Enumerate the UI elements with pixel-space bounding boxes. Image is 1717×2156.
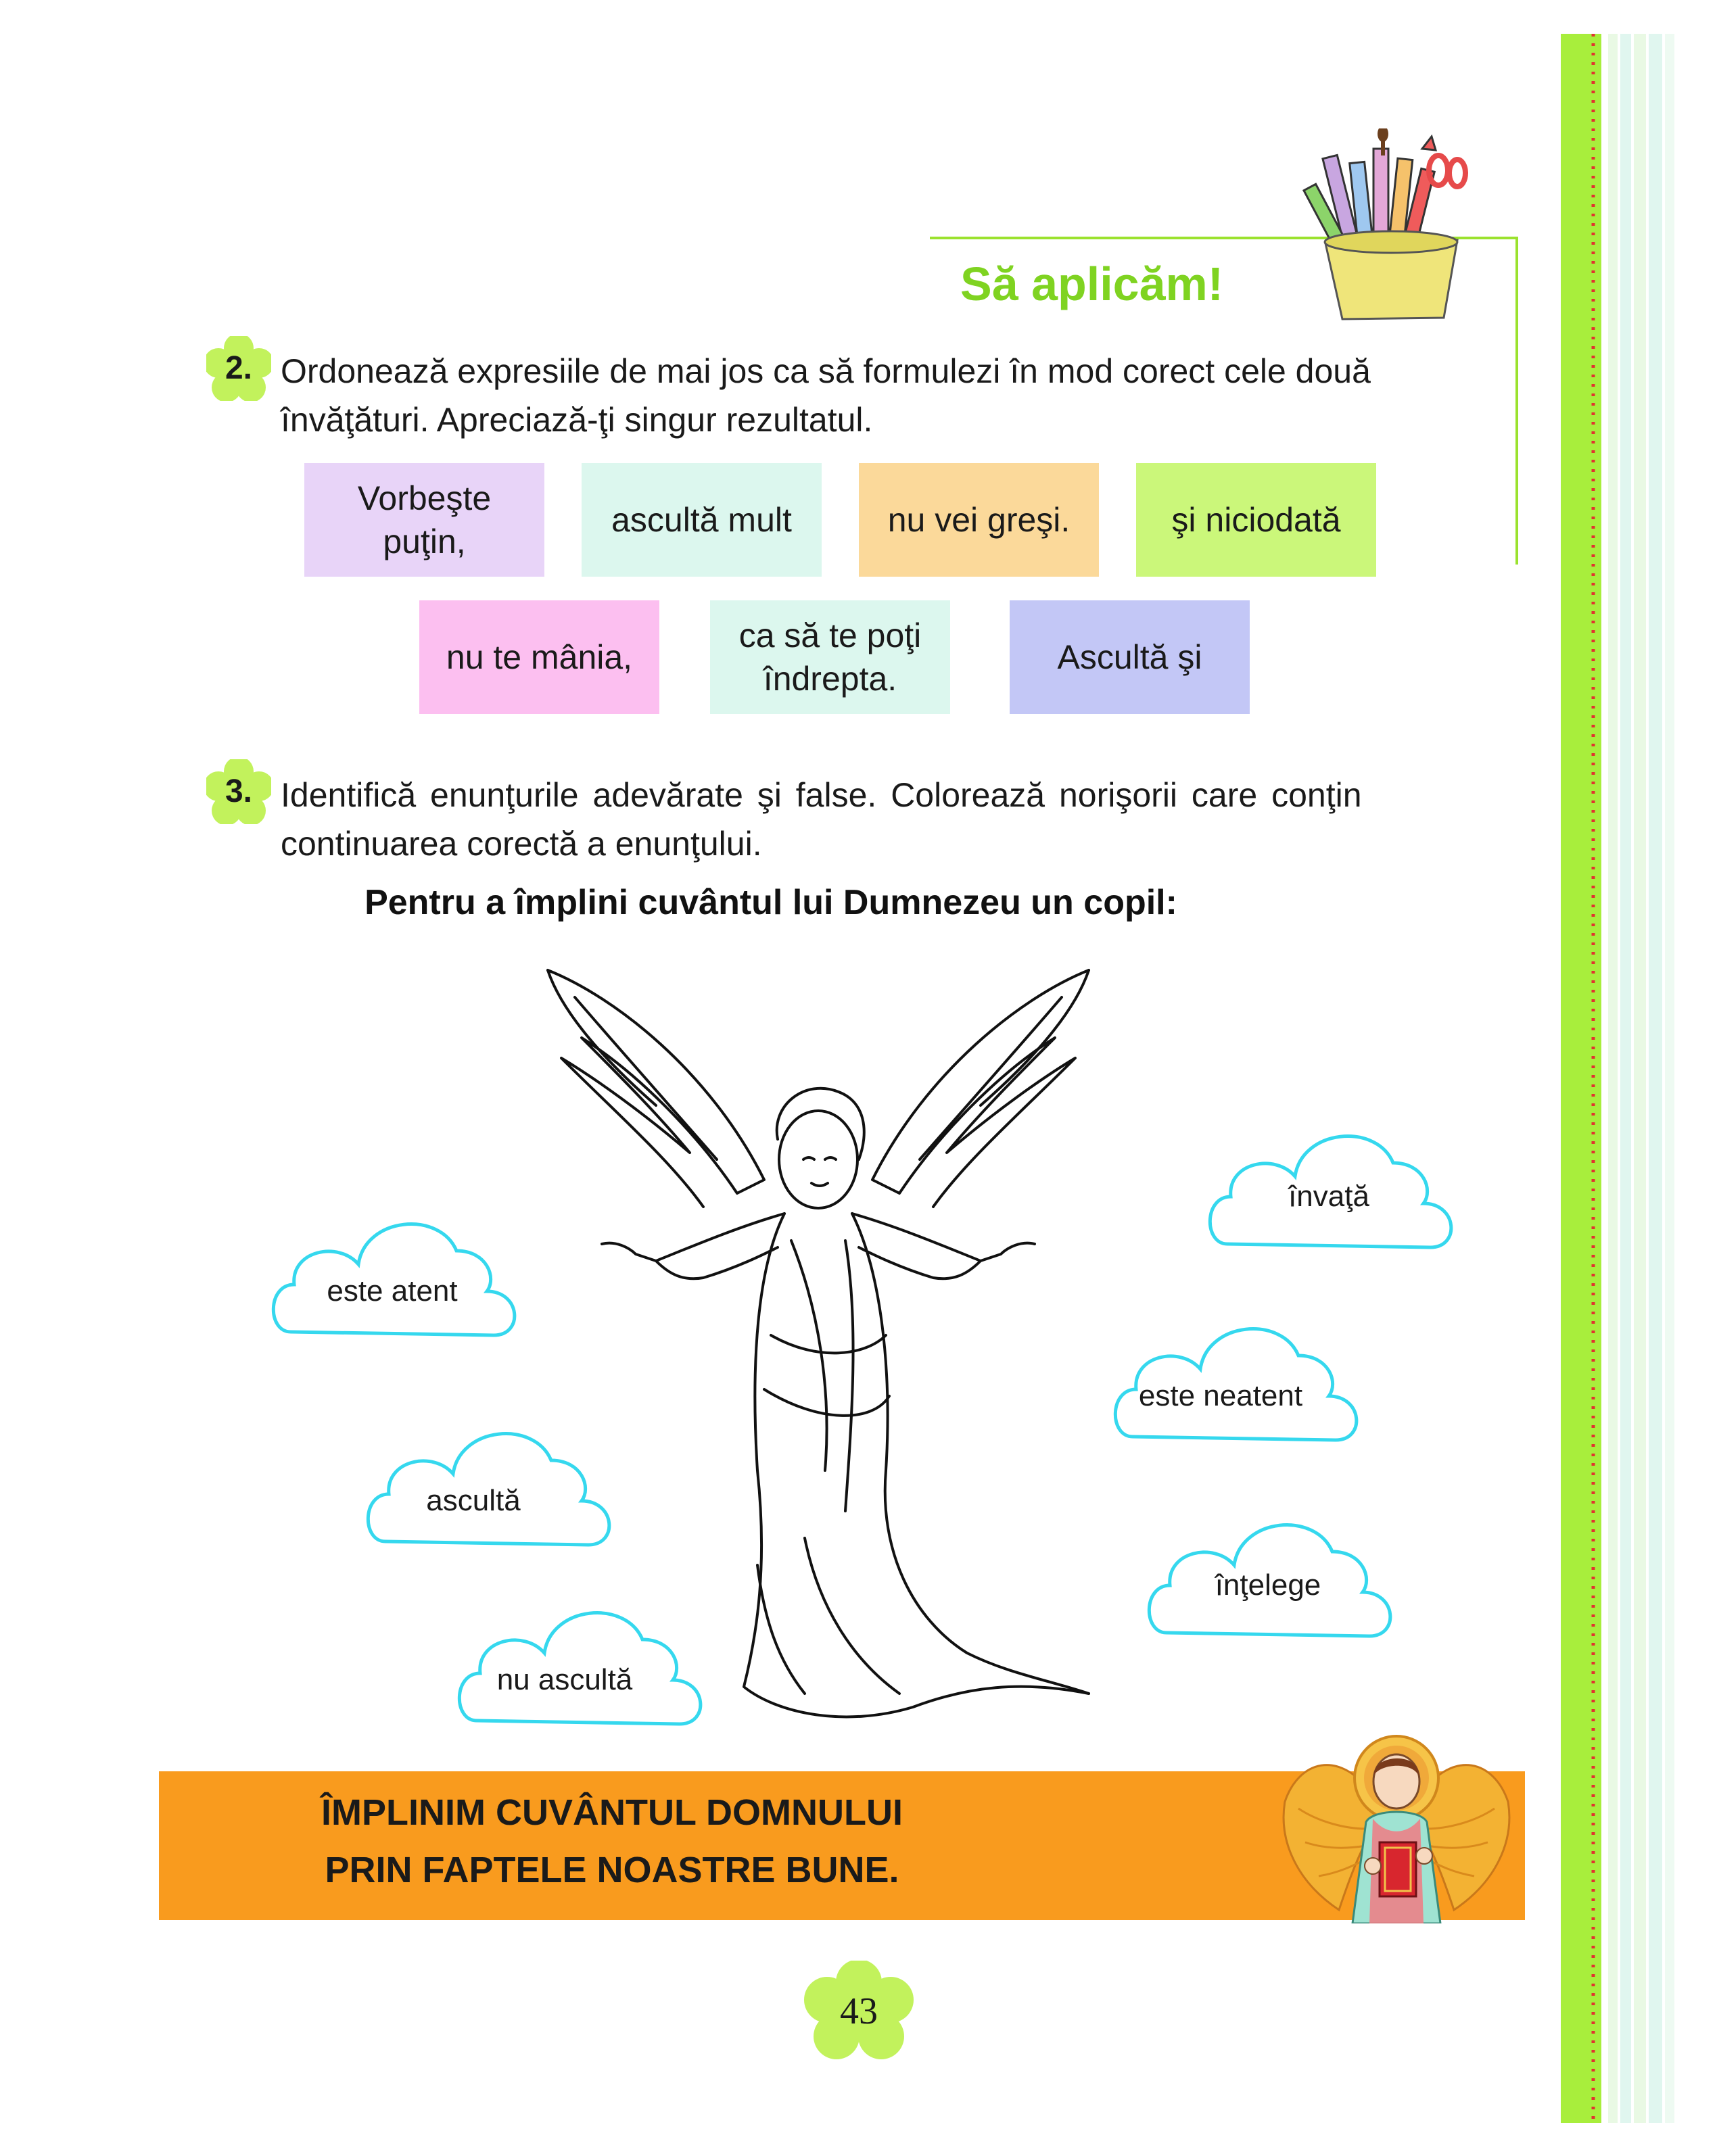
exercise-2-instruction-line1: Ordonează expresiile de mai jos ca să formulezi în mod corect cele două [281,352,1371,390]
exercise-3-instruction-line2: continuarea corectă a enunţului. [281,825,762,863]
page-number-badge [801,1961,916,2062]
page-number: 43 [840,1990,878,2032]
pencil-cup-icon [1288,128,1484,325]
word-card[interactable] [1010,600,1250,714]
motto-line-1: ÎMPLINIM CUVÂNTUL DOMNULUI [321,1792,903,1833]
word-card-text: Ascultă şi [1057,638,1202,676]
answer-cloud[interactable] [450,1592,707,1734]
exercise-2-badge [206,336,271,401]
cloud-label: învaţă [1288,1180,1369,1213]
cloud-label: ascultă [426,1484,521,1517]
motto-line-2: PRIN FAPTELE NOASTRE BUNE. [325,1850,899,1890]
cloud-label: este atent [327,1274,458,1308]
word-card-text: ascultă mult [611,501,792,539]
angel-with-book-icon [1271,1721,1522,1923]
cloud-label: este neatent [1138,1379,1303,1412]
word-card[interactable] [419,600,659,714]
word-card[interactable] [304,463,544,577]
exercise-3-instruction-line1: Identifică enunţurile adevărate şi false. Colorează norişorii care conţin [281,776,1362,814]
exercise-2-number: 2. [225,350,253,386]
word-card[interactable] [710,600,950,714]
word-card[interactable] [859,463,1099,577]
word-card-text: îndrepta. [763,660,897,698]
header-rule-vertical [1515,237,1518,565]
cloud-label: nu ascultă [496,1663,633,1696]
answer-cloud[interactable] [358,1413,615,1555]
section-title: Să aplicăm! [960,258,1224,310]
exercise-3-heading: Pentru a împlini cuvântul lui Dumnezeu un copil: [364,883,1177,922]
word-card[interactable] [582,463,822,577]
cloud-label: înţelege [1215,1568,1321,1602]
answer-cloud[interactable] [264,1203,521,1345]
word-card-text: Vorbeşte [357,479,492,517]
word-card[interactable] [1136,463,1376,577]
answer-cloud[interactable] [1200,1116,1457,1257]
word-card-text: nu vei greşi. [887,501,1071,539]
decorative-side-border [1555,34,1691,2123]
exercise-2-instruction-line2: învăţături. Apreciază-ţi singur rezultatul. [281,401,873,439]
answer-cloud[interactable] [1139,1504,1396,1646]
word-card-text: şi niciodată [1171,501,1341,539]
exercise-3-number: 3. [225,773,253,809]
word-card-text: ca să te poţi [738,617,922,654]
answer-cloud[interactable] [1106,1308,1363,1450]
word-card-text: nu te mânia, [446,638,633,676]
word-card-text: puţin, [383,523,466,560]
exercise-3-badge [206,759,271,824]
